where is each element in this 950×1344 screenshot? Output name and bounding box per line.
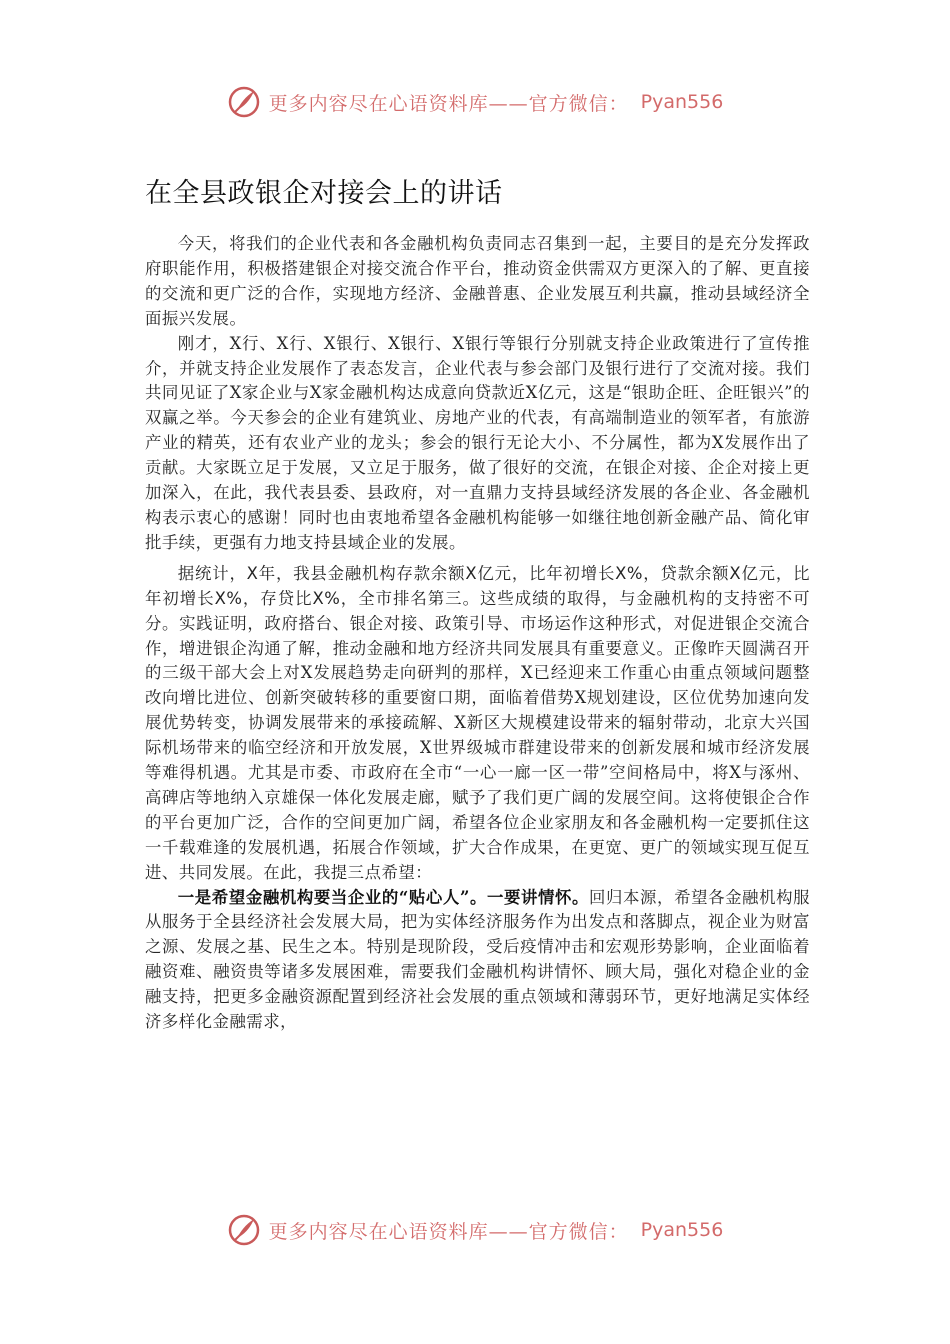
watermark-wechat-id: Pyan556 xyxy=(640,91,724,113)
paragraph-opening: 今天，将我们的企业代表和各金融机构负责同志召集到一起，主要目的是充分发挥政府职能作用，积极搭建银企对接交流合作平台，推动资金供需双方更深入的了解、更直接的交流和更广泛的合作，实现地方经济、金融普惠、企业发展互利共赢，推动县域经济全面振兴发展。 xyxy=(145,234,810,328)
paragraph-hope-one-heading: 一是希望金融机构要当企业的“贴心人”。一要讲情怀。 xyxy=(177,887,590,907)
header-watermark xyxy=(0,80,950,124)
paragraph-hope-one-body: 回归本源，希望各金融机构服从服务于全县经济社会发展大局，把为实体经济服务作为出发点和落脚点，视企业为财富之源、发展之基、民生之本。特别是现阶段，受后疫情冲击和宏观形势影响，企业面临着融资难、融资贵等诸多发展困难，需要我们金融机构讲情怀、顾大局，强化对稳企业的金融支持，把更多金融资源配置到经济社会发展的重点领域和薄弱环节，更好地满足实体经济多样化金融需求， xyxy=(145,887,810,1032)
watermark-text: 更多内容尽在心语资料库——官方微信： xyxy=(268,92,629,115)
watermark-text: 更多内容尽在心语资料库——官方微信： xyxy=(268,1220,629,1243)
quill-logo-icon xyxy=(227,85,261,119)
paragraph-hope-one xyxy=(145,886,810,1035)
paragraph-review xyxy=(145,332,810,556)
quill-logo-icon xyxy=(227,1213,261,1247)
paragraph-review-part-a: 刚才，X行、X行、X银行、X银行、X银行等银行分别就支持企业政策进行了宣传推介，并就支持企业发展作了表态发言，企业代表与参会部门及银行进行了交流对接。我们共同见证了X家企业与X家金融机构达成意向贷款近X亿元，这是“银助企旺、企旺银兴”的双赢之举。 xyxy=(145,333,810,428)
document-title: 在全县政银企对接会上的讲话 xyxy=(145,178,503,209)
paragraph-review-part-b: 今天参会的企业有建筑业、房地产业的代表，有高端制造业的领军者，有旅游产业的精英，还有农业产业的龙头；参会的银行无论大小、不分属性，都为X发展作出了贡献。大家既立足于发展，又立足于服务，做了很好的交流，在银企对接、企企对接上更加深入，在此，我代表县委、县政府，对一直鼎力支持县域经济发展的各企业、各金融机构表示衷心的感谢！同时也由衷地希望各金融机构能够一如继往地创新金融产品、简化审批手续，更强有力地支持县域企业的发展。 xyxy=(145,408,811,552)
paragraph-statistics-part-b: 实践证明，政府搭台、银企对接、政策引导、市场运作这种形式，对促进银企交流合作，增进银企沟通了解，推动金融和地方经济共同发展具有重要意义。正像昨天圆满召开的三级干部大会上对X发展趋势走向研判的那样，X已经迎来工作重心由重点领域问题整改向增比进位、创新突破转移的重要窗口期，面临着借势X规划建设，区位优势加速向发展优势转变，协调发展带来的承接疏解、X新区大规模建设带来的辐射带动，北京大兴国际机场带来的临空经济和开放发展，X世界级城市群建设带来的创新发展和城市经济发展等难得机遇。尤其是市委、市政府在全市“一心一廊一区一带”空间格局中，将X与涿州、高碑店等地纳入京雄保一体化发展走廊，赋予了我们更广阔的发展空间。这将使银企合作的平台更加广泛，合作的空间更加广阔，希望各位企业家朋友和各金融机构一定要抓住这一千载难逢的发展机遇，拓展合作领域，扩大合作成果，在更宽、更广的领域实现互促互进、共同发展。在此，我提三点希望： xyxy=(145,613,811,882)
watermark-wechat-id: Pyan556 xyxy=(640,1219,724,1241)
paragraph-statistics xyxy=(145,562,810,886)
document-body xyxy=(145,172,810,1035)
footer-watermark xyxy=(0,1208,950,1252)
paragraph-statistics-part-a: 据统计，X年，我县金融机构存款余额X亿元，比年初增长X%，贷款余额X亿元，比年初增长X%，存贷比X%，全市排名第三。这些成绩的取得，与金融机构的支持密不可分。 xyxy=(145,563,810,633)
